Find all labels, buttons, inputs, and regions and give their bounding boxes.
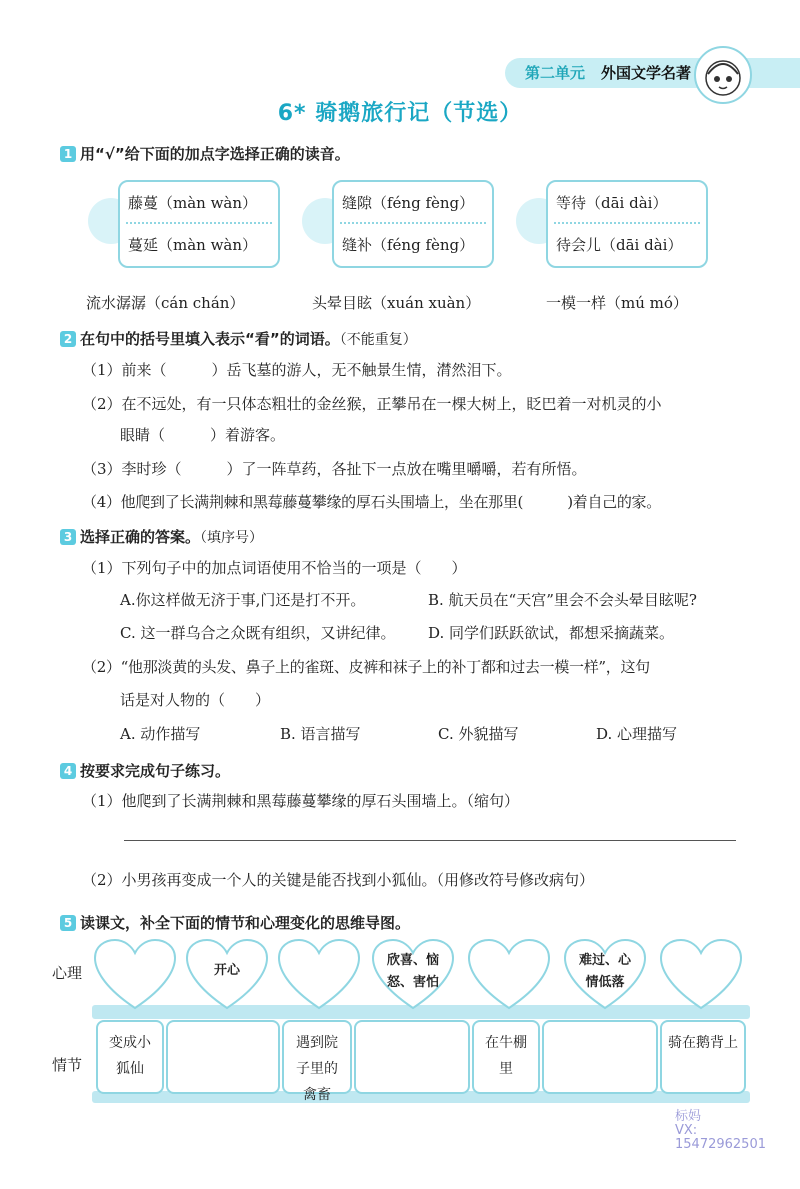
plot-label: 情节 bbox=[52, 1056, 83, 1074]
plot-box[interactable] bbox=[96, 1020, 164, 1094]
q3-prompt: 选择正确的答案。 bbox=[80, 528, 201, 546]
q2-number: 2 bbox=[60, 331, 76, 347]
q3-choice[interactable]: A. 动作描写 bbox=[120, 725, 201, 743]
q3-option-c[interactable]: C. 这一群乌合之众既有组织，又讲纪律。 bbox=[120, 624, 396, 642]
card-divider bbox=[126, 222, 272, 224]
plot-box[interactable] bbox=[354, 1020, 470, 1094]
plot-box[interactable] bbox=[166, 1020, 280, 1094]
plot-text bbox=[168, 1022, 278, 1030]
lesson-title: 6* 骑鹅旅行记（节选） bbox=[277, 101, 523, 126]
plot-text bbox=[544, 1022, 656, 1030]
q2-note: （不能重复） bbox=[339, 332, 417, 348]
q2-item: （3）李时珍（ ）了一阵草药，各扯下一点放在嘴里嚼嚼，若有所悟。 bbox=[82, 460, 587, 478]
q1-prompt: 用“√”给下面的加点字选择正确的读音。 bbox=[80, 145, 350, 163]
reading-card bbox=[118, 180, 280, 268]
answer-line[interactable] bbox=[124, 840, 736, 841]
card-word[interactable]: 缝隙（féng fèng） bbox=[342, 194, 475, 212]
card-word[interactable]: 蔓延（màn wàn） bbox=[128, 236, 258, 254]
card-word[interactable]: 待会儿（dāi dài） bbox=[556, 236, 683, 254]
reading-card bbox=[332, 180, 494, 268]
q2-item: （1）前来（ ）岳飞墓的游人，无不触景生情，潸然泪下。 bbox=[82, 361, 512, 379]
q3-number: 3 bbox=[60, 529, 76, 545]
q2-item: （4）他爬到了长满荆棘和黑莓藤蔓攀缘的厚石头围墙上，坐在那里( )着自己的家。 bbox=[82, 493, 661, 511]
q4-subq1: （1）他爬到了长满荆棘和黑莓藤蔓攀缘的厚石头围墙上。（缩句） bbox=[82, 792, 520, 810]
q2-item: （2）在不远处，有一只体态粗壮的金丝猴，正攀吊在一棵大树上，眨巴着一对机灵的小 bbox=[82, 395, 662, 413]
mood-text: 难过、心情低落 bbox=[578, 953, 631, 990]
q5-prompt: 读课文，补全下面的情节和心理变化的思维导图。 bbox=[80, 914, 411, 932]
q3-option-a[interactable]: A.你这样做无济于事,门还是打不开。 bbox=[120, 591, 366, 609]
reading-card bbox=[546, 180, 708, 268]
q2-heading bbox=[60, 328, 417, 349]
mood-label: 心理 bbox=[52, 964, 83, 982]
extra-word[interactable]: 流水潺潺（cán chán） bbox=[86, 294, 245, 312]
plot-text: 变成小狐仙 bbox=[109, 1035, 151, 1077]
q3-heading bbox=[60, 526, 263, 547]
card-word[interactable]: 藤蔓（màn wàn） bbox=[128, 194, 258, 212]
q3-choice[interactable]: B. 语言描写 bbox=[280, 725, 361, 743]
mood-heart[interactable] bbox=[658, 938, 744, 1012]
watermark-line: VX: bbox=[675, 1123, 698, 1138]
watermark bbox=[675, 1110, 766, 1152]
q4-heading bbox=[60, 760, 230, 781]
q3-option-d[interactable]: D. 同学们跃跃欲试，都想采摘蔬菜。 bbox=[428, 624, 675, 642]
plot-box[interactable] bbox=[282, 1020, 352, 1103]
card-divider bbox=[340, 222, 486, 224]
q3-choice[interactable]: D. 心理描写 bbox=[596, 725, 678, 743]
q4-subq2: （2）小男孩再变成一个人的关键是能否找到小狐仙。（用修改符号修改病句） bbox=[82, 871, 595, 889]
q5-number: 5 bbox=[60, 915, 76, 931]
q4-prompt: 按要求完成句子练习。 bbox=[80, 762, 231, 780]
plot-text: 在牛棚里 bbox=[485, 1035, 527, 1077]
q3-subq1: （1）下列句子中的加点词语使用不恰当的一项是（ ） bbox=[82, 559, 467, 577]
card-word[interactable]: 缝补（féng fèng） bbox=[342, 236, 475, 254]
book-theme: 外国文学名著 bbox=[601, 64, 692, 82]
unit-label: 第二单元 bbox=[525, 64, 586, 82]
q2-prompt: 在句中的括号里填入表示“看”的词语。 bbox=[80, 330, 340, 348]
watermark-line: 15472962501 bbox=[675, 1137, 766, 1152]
plot-text: 骑在鹅背上 bbox=[668, 1035, 738, 1051]
mood-text: 欣喜、恼怒、害怕 bbox=[386, 953, 439, 990]
q1-number: 1 bbox=[60, 146, 76, 162]
card-word[interactable]: 等待（dāi dài） bbox=[556, 194, 668, 212]
extra-word[interactable]: 头晕目眩（xuán xuàn） bbox=[312, 294, 481, 312]
q3-subq2-cont: 话是对人物的（ ） bbox=[120, 691, 271, 709]
mood-heart[interactable] bbox=[370, 938, 456, 1012]
card-divider bbox=[554, 222, 700, 224]
q3-option-b[interactable]: B. 航天员在“天宫”里会不会头晕目眩呢? bbox=[428, 591, 697, 609]
q3-note: （填序号） bbox=[200, 530, 264, 546]
mood-heart[interactable] bbox=[92, 938, 178, 1012]
extra-word[interactable]: 一模一样（mú mó） bbox=[546, 294, 688, 312]
plot-box[interactable] bbox=[660, 1020, 746, 1094]
mood-heart[interactable] bbox=[562, 938, 648, 1012]
q4-number: 4 bbox=[60, 763, 76, 779]
unit-ribbon bbox=[505, 58, 800, 88]
q2-item-cont: 眼睛（ ）着游客。 bbox=[120, 426, 286, 444]
plot-box[interactable] bbox=[542, 1020, 658, 1094]
mood-heart[interactable] bbox=[276, 938, 362, 1012]
plot-box[interactable] bbox=[472, 1020, 540, 1094]
q3-subq2: （2）“他那淡黄的头发、鼻子上的雀斑、皮裤和袜子上的补丁都和过去一模一样”，这句 bbox=[82, 658, 650, 676]
plot-text: 遇到院子里的禽畜 bbox=[296, 1035, 338, 1103]
mood-heart[interactable] bbox=[466, 938, 552, 1012]
q3-choice[interactable]: C. 外貌描写 bbox=[438, 725, 519, 743]
q1-heading bbox=[60, 143, 350, 164]
plot-text bbox=[356, 1022, 468, 1030]
mood-text: 开心 bbox=[213, 963, 240, 978]
q5-heading bbox=[60, 912, 410, 933]
watermark-line: 标妈 bbox=[675, 1109, 702, 1124]
mood-heart[interactable] bbox=[184, 938, 270, 1012]
